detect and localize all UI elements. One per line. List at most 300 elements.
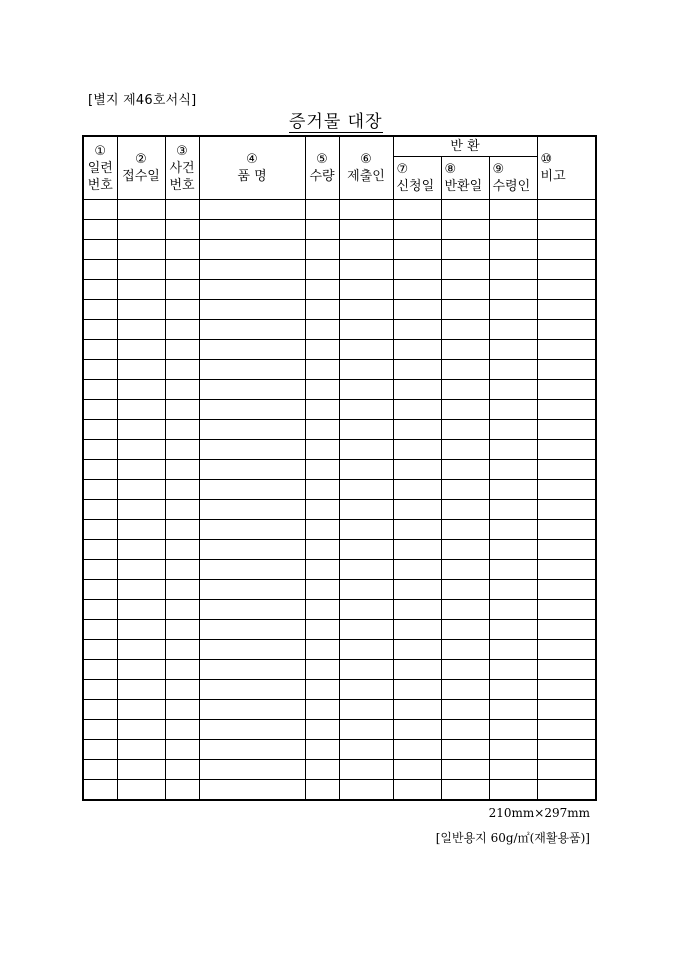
cell-request-date[interactable]: [393, 600, 441, 620]
cell-remarks[interactable]: [537, 680, 596, 700]
cell-case-number[interactable]: [165, 360, 199, 380]
cell-recipient[interactable]: [489, 380, 537, 400]
cell-submitter[interactable]: [339, 280, 393, 300]
cell-item-name[interactable]: [199, 640, 305, 660]
cell-return-date[interactable]: [441, 780, 489, 801]
cell-return-date[interactable]: [441, 500, 489, 520]
cell-quantity[interactable]: [305, 700, 339, 720]
cell-submitter[interactable]: [339, 620, 393, 640]
cell-submitter[interactable]: [339, 460, 393, 480]
cell-remarks[interactable]: [537, 720, 596, 740]
cell-remarks[interactable]: [537, 360, 596, 380]
cell-case-number[interactable]: [165, 740, 199, 760]
cell-request-date[interactable]: [393, 680, 441, 700]
cell-case-number[interactable]: [165, 700, 199, 720]
cell-submitter[interactable]: [339, 360, 393, 380]
cell-item-name[interactable]: [199, 780, 305, 801]
cell-quantity[interactable]: [305, 360, 339, 380]
cell-submitter[interactable]: [339, 640, 393, 660]
cell-serial-number[interactable]: [83, 740, 117, 760]
cell-quantity[interactable]: [305, 440, 339, 460]
cell-request-date[interactable]: [393, 260, 441, 280]
cell-quantity[interactable]: [305, 720, 339, 740]
cell-quantity[interactable]: [305, 400, 339, 420]
cell-request-date[interactable]: [393, 540, 441, 560]
cell-item-name[interactable]: [199, 480, 305, 500]
cell-remarks[interactable]: [537, 560, 596, 580]
cell-submitter[interactable]: [339, 400, 393, 420]
cell-quantity[interactable]: [305, 320, 339, 340]
cell-remarks[interactable]: [537, 500, 596, 520]
cell-case-number[interactable]: [165, 320, 199, 340]
cell-item-name[interactable]: [199, 200, 305, 220]
cell-submitter[interactable]: [339, 740, 393, 760]
cell-recipient[interactable]: [489, 240, 537, 260]
cell-serial-number[interactable]: [83, 760, 117, 780]
cell-return-date[interactable]: [441, 380, 489, 400]
cell-case-number[interactable]: [165, 280, 199, 300]
cell-case-number[interactable]: [165, 680, 199, 700]
cell-receipt-date[interactable]: [117, 380, 165, 400]
cell-return-date[interactable]: [441, 440, 489, 460]
cell-return-date[interactable]: [441, 520, 489, 540]
cell-item-name[interactable]: [199, 280, 305, 300]
cell-quantity[interactable]: [305, 460, 339, 480]
cell-item-name[interactable]: [199, 360, 305, 380]
cell-recipient[interactable]: [489, 340, 537, 360]
cell-submitter[interactable]: [339, 780, 393, 801]
cell-recipient[interactable]: [489, 680, 537, 700]
cell-recipient[interactable]: [489, 640, 537, 660]
cell-receipt-date[interactable]: [117, 360, 165, 380]
cell-return-date[interactable]: [441, 720, 489, 740]
cell-recipient[interactable]: [489, 280, 537, 300]
cell-item-name[interactable]: [199, 740, 305, 760]
cell-return-date[interactable]: [441, 400, 489, 420]
cell-item-name[interactable]: [199, 700, 305, 720]
cell-return-date[interactable]: [441, 200, 489, 220]
cell-quantity[interactable]: [305, 380, 339, 400]
cell-submitter[interactable]: [339, 480, 393, 500]
cell-quantity[interactable]: [305, 540, 339, 560]
cell-item-name[interactable]: [199, 560, 305, 580]
cell-serial-number[interactable]: [83, 620, 117, 640]
cell-quantity[interactable]: [305, 480, 339, 500]
cell-request-date[interactable]: [393, 740, 441, 760]
cell-serial-number[interactable]: [83, 400, 117, 420]
cell-quantity[interactable]: [305, 640, 339, 660]
cell-recipient[interactable]: [489, 560, 537, 580]
cell-receipt-date[interactable]: [117, 740, 165, 760]
cell-item-name[interactable]: [199, 600, 305, 620]
cell-request-date[interactable]: [393, 660, 441, 680]
cell-recipient[interactable]: [489, 440, 537, 460]
cell-serial-number[interactable]: [83, 200, 117, 220]
cell-receipt-date[interactable]: [117, 200, 165, 220]
cell-submitter[interactable]: [339, 560, 393, 580]
cell-quantity[interactable]: [305, 200, 339, 220]
cell-quantity[interactable]: [305, 680, 339, 700]
cell-case-number[interactable]: [165, 220, 199, 240]
cell-return-date[interactable]: [441, 420, 489, 440]
cell-item-name[interactable]: [199, 320, 305, 340]
cell-request-date[interactable]: [393, 460, 441, 480]
cell-case-number[interactable]: [165, 420, 199, 440]
cell-recipient[interactable]: [489, 600, 537, 620]
cell-request-date[interactable]: [393, 500, 441, 520]
cell-return-date[interactable]: [441, 260, 489, 280]
cell-remarks[interactable]: [537, 440, 596, 460]
cell-serial-number[interactable]: [83, 240, 117, 260]
cell-submitter[interactable]: [339, 720, 393, 740]
cell-quantity[interactable]: [305, 580, 339, 600]
cell-quantity[interactable]: [305, 340, 339, 360]
cell-recipient[interactable]: [489, 700, 537, 720]
cell-recipient[interactable]: [489, 360, 537, 380]
cell-request-date[interactable]: [393, 200, 441, 220]
cell-item-name[interactable]: [199, 520, 305, 540]
cell-case-number[interactable]: [165, 540, 199, 560]
cell-request-date[interactable]: [393, 780, 441, 801]
cell-serial-number[interactable]: [83, 420, 117, 440]
cell-submitter[interactable]: [339, 660, 393, 680]
cell-item-name[interactable]: [199, 440, 305, 460]
cell-return-date[interactable]: [441, 640, 489, 660]
cell-remarks[interactable]: [537, 640, 596, 660]
cell-quantity[interactable]: [305, 240, 339, 260]
cell-request-date[interactable]: [393, 560, 441, 580]
cell-request-date[interactable]: [393, 280, 441, 300]
cell-remarks[interactable]: [537, 480, 596, 500]
cell-quantity[interactable]: [305, 600, 339, 620]
cell-receipt-date[interactable]: [117, 300, 165, 320]
cell-receipt-date[interactable]: [117, 400, 165, 420]
cell-recipient[interactable]: [489, 760, 537, 780]
cell-submitter[interactable]: [339, 340, 393, 360]
cell-recipient[interactable]: [489, 720, 537, 740]
cell-receipt-date[interactable]: [117, 680, 165, 700]
cell-case-number[interactable]: [165, 640, 199, 660]
cell-request-date[interactable]: [393, 700, 441, 720]
cell-item-name[interactable]: [199, 340, 305, 360]
cell-item-name[interactable]: [199, 500, 305, 520]
cell-return-date[interactable]: [441, 280, 489, 300]
cell-receipt-date[interactable]: [117, 600, 165, 620]
cell-receipt-date[interactable]: [117, 420, 165, 440]
cell-return-date[interactable]: [441, 480, 489, 500]
cell-return-date[interactable]: [441, 600, 489, 620]
cell-remarks[interactable]: [537, 540, 596, 560]
cell-serial-number[interactable]: [83, 700, 117, 720]
cell-return-date[interactable]: [441, 300, 489, 320]
cell-item-name[interactable]: [199, 680, 305, 700]
cell-request-date[interactable]: [393, 480, 441, 500]
cell-return-date[interactable]: [441, 320, 489, 340]
cell-quantity[interactable]: [305, 780, 339, 801]
cell-request-date[interactable]: [393, 360, 441, 380]
cell-serial-number[interactable]: [83, 660, 117, 680]
cell-quantity[interactable]: [305, 500, 339, 520]
cell-case-number[interactable]: [165, 480, 199, 500]
cell-submitter[interactable]: [339, 380, 393, 400]
cell-receipt-date[interactable]: [117, 520, 165, 540]
cell-case-number[interactable]: [165, 400, 199, 420]
cell-quantity[interactable]: [305, 560, 339, 580]
cell-item-name[interactable]: [199, 720, 305, 740]
cell-quantity[interactable]: [305, 280, 339, 300]
cell-recipient[interactable]: [489, 320, 537, 340]
cell-recipient[interactable]: [489, 200, 537, 220]
cell-case-number[interactable]: [165, 260, 199, 280]
cell-submitter[interactable]: [339, 700, 393, 720]
cell-request-date[interactable]: [393, 400, 441, 420]
cell-request-date[interactable]: [393, 300, 441, 320]
cell-serial-number[interactable]: [83, 480, 117, 500]
cell-receipt-date[interactable]: [117, 660, 165, 680]
cell-serial-number[interactable]: [83, 640, 117, 660]
cell-remarks[interactable]: [537, 320, 596, 340]
cell-serial-number[interactable]: [83, 280, 117, 300]
cell-remarks[interactable]: [537, 280, 596, 300]
cell-quantity[interactable]: [305, 220, 339, 240]
cell-quantity[interactable]: [305, 620, 339, 640]
cell-submitter[interactable]: [339, 580, 393, 600]
cell-serial-number[interactable]: [83, 560, 117, 580]
cell-return-date[interactable]: [441, 340, 489, 360]
cell-receipt-date[interactable]: [117, 440, 165, 460]
cell-receipt-date[interactable]: [117, 620, 165, 640]
cell-recipient[interactable]: [489, 300, 537, 320]
cell-recipient[interactable]: [489, 780, 537, 801]
cell-item-name[interactable]: [199, 380, 305, 400]
cell-item-name[interactable]: [199, 760, 305, 780]
cell-submitter[interactable]: [339, 260, 393, 280]
cell-case-number[interactable]: [165, 460, 199, 480]
cell-quantity[interactable]: [305, 660, 339, 680]
cell-serial-number[interactable]: [83, 780, 117, 801]
cell-submitter[interactable]: [339, 320, 393, 340]
cell-receipt-date[interactable]: [117, 540, 165, 560]
cell-serial-number[interactable]: [83, 600, 117, 620]
cell-remarks[interactable]: [537, 420, 596, 440]
cell-return-date[interactable]: [441, 680, 489, 700]
cell-request-date[interactable]: [393, 640, 441, 660]
cell-item-name[interactable]: [199, 540, 305, 560]
cell-return-date[interactable]: [441, 560, 489, 580]
cell-recipient[interactable]: [489, 540, 537, 560]
cell-item-name[interactable]: [199, 260, 305, 280]
cell-case-number[interactable]: [165, 200, 199, 220]
cell-return-date[interactable]: [441, 460, 489, 480]
cell-item-name[interactable]: [199, 300, 305, 320]
cell-receipt-date[interactable]: [117, 260, 165, 280]
cell-case-number[interactable]: [165, 600, 199, 620]
cell-submitter[interactable]: [339, 520, 393, 540]
cell-remarks[interactable]: [537, 260, 596, 280]
cell-receipt-date[interactable]: [117, 220, 165, 240]
cell-case-number[interactable]: [165, 380, 199, 400]
cell-serial-number[interactable]: [83, 260, 117, 280]
cell-remarks[interactable]: [537, 400, 596, 420]
cell-case-number[interactable]: [165, 720, 199, 740]
cell-serial-number[interactable]: [83, 540, 117, 560]
cell-quantity[interactable]: [305, 420, 339, 440]
cell-receipt-date[interactable]: [117, 280, 165, 300]
cell-receipt-date[interactable]: [117, 640, 165, 660]
cell-item-name[interactable]: [199, 220, 305, 240]
cell-request-date[interactable]: [393, 720, 441, 740]
cell-case-number[interactable]: [165, 240, 199, 260]
cell-submitter[interactable]: [339, 500, 393, 520]
cell-submitter[interactable]: [339, 200, 393, 220]
cell-submitter[interactable]: [339, 600, 393, 620]
cell-remarks[interactable]: [537, 740, 596, 760]
cell-recipient[interactable]: [489, 500, 537, 520]
cell-serial-number[interactable]: [83, 300, 117, 320]
cell-case-number[interactable]: [165, 660, 199, 680]
cell-quantity[interactable]: [305, 260, 339, 280]
cell-remarks[interactable]: [537, 780, 596, 801]
cell-request-date[interactable]: [393, 220, 441, 240]
cell-request-date[interactable]: [393, 420, 441, 440]
cell-return-date[interactable]: [441, 660, 489, 680]
cell-serial-number[interactable]: [83, 340, 117, 360]
cell-receipt-date[interactable]: [117, 240, 165, 260]
cell-receipt-date[interactable]: [117, 720, 165, 740]
cell-serial-number[interactable]: [83, 320, 117, 340]
cell-remarks[interactable]: [537, 760, 596, 780]
cell-item-name[interactable]: [199, 460, 305, 480]
cell-case-number[interactable]: [165, 340, 199, 360]
cell-submitter[interactable]: [339, 240, 393, 260]
cell-remarks[interactable]: [537, 620, 596, 640]
cell-request-date[interactable]: [393, 340, 441, 360]
cell-item-name[interactable]: [199, 660, 305, 680]
cell-quantity[interactable]: [305, 520, 339, 540]
cell-serial-number[interactable]: [83, 680, 117, 700]
cell-item-name[interactable]: [199, 420, 305, 440]
cell-return-date[interactable]: [441, 620, 489, 640]
cell-serial-number[interactable]: [83, 500, 117, 520]
cell-submitter[interactable]: [339, 440, 393, 460]
cell-return-date[interactable]: [441, 540, 489, 560]
cell-receipt-date[interactable]: [117, 320, 165, 340]
cell-serial-number[interactable]: [83, 720, 117, 740]
cell-case-number[interactable]: [165, 300, 199, 320]
cell-remarks[interactable]: [537, 200, 596, 220]
cell-receipt-date[interactable]: [117, 580, 165, 600]
cell-case-number[interactable]: [165, 760, 199, 780]
cell-item-name[interactable]: [199, 580, 305, 600]
cell-serial-number[interactable]: [83, 360, 117, 380]
cell-return-date[interactable]: [441, 360, 489, 380]
cell-recipient[interactable]: [489, 480, 537, 500]
cell-remarks[interactable]: [537, 240, 596, 260]
cell-recipient[interactable]: [489, 400, 537, 420]
cell-case-number[interactable]: [165, 500, 199, 520]
cell-receipt-date[interactable]: [117, 460, 165, 480]
cell-request-date[interactable]: [393, 380, 441, 400]
cell-remarks[interactable]: [537, 580, 596, 600]
cell-request-date[interactable]: [393, 580, 441, 600]
cell-request-date[interactable]: [393, 240, 441, 260]
cell-return-date[interactable]: [441, 580, 489, 600]
cell-case-number[interactable]: [165, 780, 199, 801]
cell-return-date[interactable]: [441, 760, 489, 780]
cell-item-name[interactable]: [199, 400, 305, 420]
cell-request-date[interactable]: [393, 440, 441, 460]
cell-quantity[interactable]: [305, 740, 339, 760]
cell-serial-number[interactable]: [83, 460, 117, 480]
cell-receipt-date[interactable]: [117, 340, 165, 360]
cell-recipient[interactable]: [489, 460, 537, 480]
cell-remarks[interactable]: [537, 340, 596, 360]
cell-receipt-date[interactable]: [117, 700, 165, 720]
cell-receipt-date[interactable]: [117, 480, 165, 500]
cell-case-number[interactable]: [165, 520, 199, 540]
cell-request-date[interactable]: [393, 620, 441, 640]
cell-serial-number[interactable]: [83, 440, 117, 460]
cell-submitter[interactable]: [339, 300, 393, 320]
cell-case-number[interactable]: [165, 580, 199, 600]
cell-case-number[interactable]: [165, 560, 199, 580]
cell-submitter[interactable]: [339, 220, 393, 240]
cell-serial-number[interactable]: [83, 380, 117, 400]
cell-submitter[interactable]: [339, 540, 393, 560]
cell-remarks[interactable]: [537, 460, 596, 480]
cell-receipt-date[interactable]: [117, 560, 165, 580]
cell-receipt-date[interactable]: [117, 780, 165, 801]
cell-request-date[interactable]: [393, 520, 441, 540]
cell-item-name[interactable]: [199, 240, 305, 260]
cell-request-date[interactable]: [393, 320, 441, 340]
cell-remarks[interactable]: [537, 380, 596, 400]
cell-remarks[interactable]: [537, 220, 596, 240]
cell-receipt-date[interactable]: [117, 500, 165, 520]
cell-serial-number[interactable]: [83, 220, 117, 240]
cell-recipient[interactable]: [489, 420, 537, 440]
cell-remarks[interactable]: [537, 700, 596, 720]
cell-remarks[interactable]: [537, 600, 596, 620]
cell-quantity[interactable]: [305, 760, 339, 780]
cell-recipient[interactable]: [489, 260, 537, 280]
cell-serial-number[interactable]: [83, 580, 117, 600]
cell-recipient[interactable]: [489, 220, 537, 240]
cell-recipient[interactable]: [489, 620, 537, 640]
cell-remarks[interactable]: [537, 520, 596, 540]
cell-case-number[interactable]: [165, 440, 199, 460]
cell-recipient[interactable]: [489, 580, 537, 600]
cell-receipt-date[interactable]: [117, 760, 165, 780]
cell-submitter[interactable]: [339, 420, 393, 440]
cell-request-date[interactable]: [393, 760, 441, 780]
cell-serial-number[interactable]: [83, 520, 117, 540]
cell-recipient[interactable]: [489, 520, 537, 540]
cell-return-date[interactable]: [441, 220, 489, 240]
cell-remarks[interactable]: [537, 300, 596, 320]
cell-case-number[interactable]: [165, 620, 199, 640]
cell-quantity[interactable]: [305, 300, 339, 320]
cell-return-date[interactable]: [441, 740, 489, 760]
cell-recipient[interactable]: [489, 660, 537, 680]
cell-return-date[interactable]: [441, 700, 489, 720]
cell-return-date[interactable]: [441, 240, 489, 260]
cell-remarks[interactable]: [537, 660, 596, 680]
cell-submitter[interactable]: [339, 760, 393, 780]
cell-item-name[interactable]: [199, 620, 305, 640]
cell-submitter[interactable]: [339, 680, 393, 700]
cell-recipient[interactable]: [489, 740, 537, 760]
